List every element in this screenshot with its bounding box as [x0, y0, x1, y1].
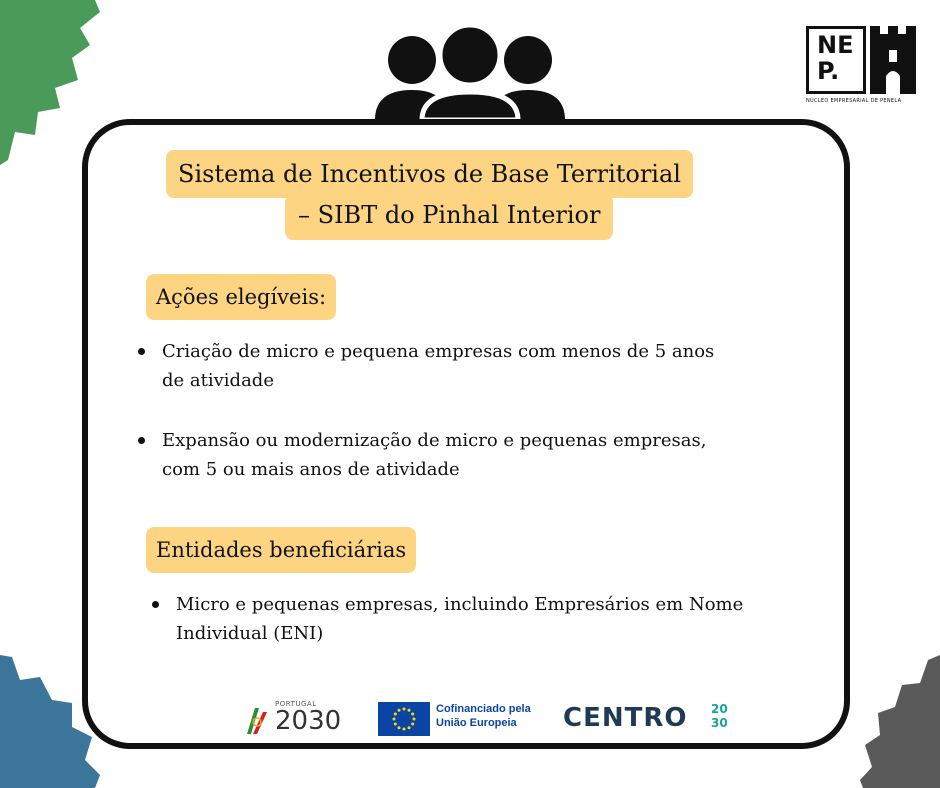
eu-cofinancing-logo — [378, 700, 548, 738]
section-heading-entidades: Entidades beneficiárias — [146, 527, 416, 573]
group-people-icon — [370, 20, 570, 120]
eu-cofinancing-line-1: Cofinanciado pela — [436, 703, 531, 715]
list-item-line: de atividade — [162, 370, 274, 391]
bullet-dot — [152, 601, 159, 608]
bullet-dot — [138, 437, 145, 444]
section-heading-acoes: Ações elegíveis: — [146, 274, 336, 320]
list-item-line: Criação de micro e pequena empresas com menos de 5 anos — [162, 341, 715, 362]
centro-2030-logo — [563, 700, 743, 738]
portugal-year: 2030 — [275, 706, 342, 736]
nep-tagline: NÚCLEO EMPRESARIAL DE PENELA — [806, 98, 902, 104]
funding-logos-bar — [245, 700, 745, 738]
portugal-flag-icon — [245, 704, 273, 736]
nep-logo — [806, 26, 918, 116]
list-item-entidade-1 — [176, 590, 743, 648]
bullet-dot — [138, 348, 145, 355]
centro-label: CENTRO — [563, 703, 688, 733]
eu-cofinancing-line-2: União Europeia — [436, 717, 517, 729]
list-item-line: com 5 ou mais anos de atividade — [162, 459, 460, 480]
page-title-line-1: Sistema de Incentivos de Base Territorial — [166, 150, 693, 198]
nep-letters-top: NE — [817, 31, 854, 59]
eu-flag-icon — [378, 702, 430, 736]
portugal-label: PORTUGAL — [275, 700, 317, 708]
page-title-line-2: – SIBT do Pinhal Interior — [285, 194, 613, 240]
list-item-line: Expansão ou modernização de micro e pequenas empresas, — [162, 430, 707, 451]
list-item-acao-2 — [162, 426, 706, 484]
list-item-line: Micro e pequenas empresas, incluindo Empresários em Nome — [176, 594, 744, 615]
centro-year-top: 20 — [711, 702, 728, 716]
nep-letters-bottom: P. — [817, 57, 840, 85]
gray-gear-decoration — [860, 655, 940, 788]
portugal-2030-logo — [245, 700, 345, 738]
castle-tower-icon — [868, 26, 918, 94]
list-item-line: Individual (ENI) — [176, 623, 324, 644]
centro-year-bottom: 30 — [711, 716, 728, 730]
list-item-acao-1 — [162, 337, 714, 395]
